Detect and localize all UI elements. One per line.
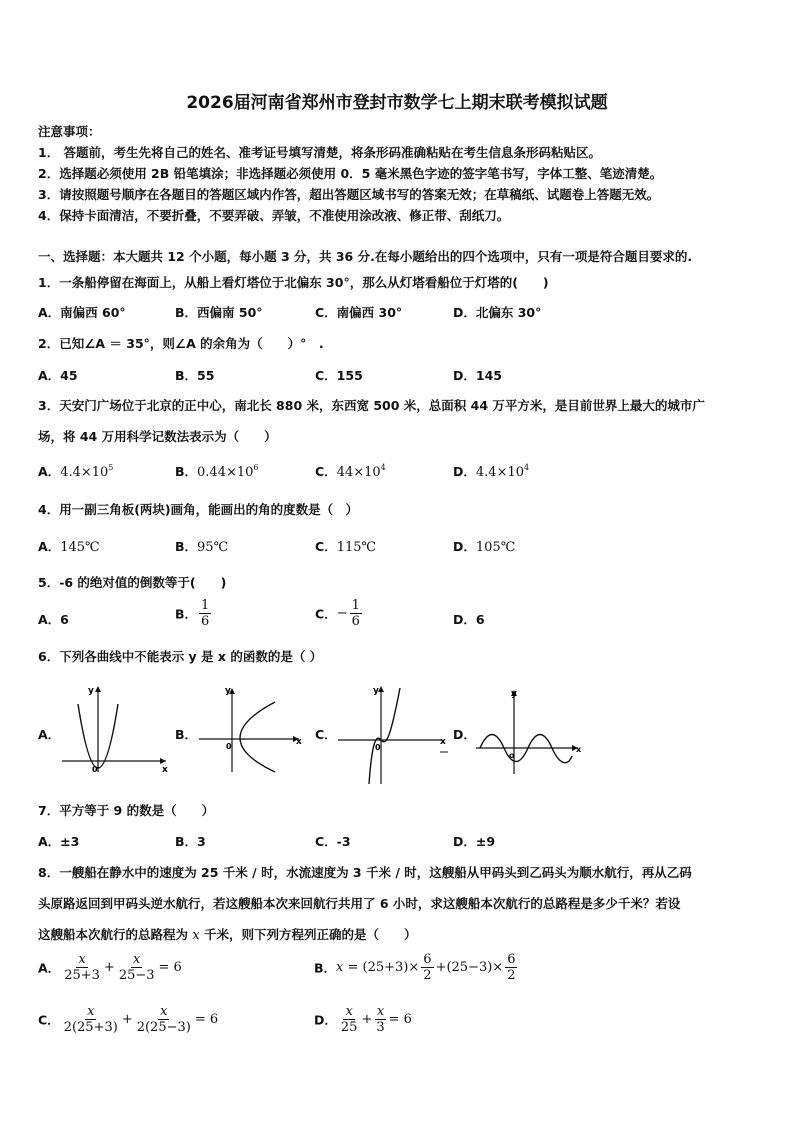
question-2-stem: 2．已知∠A ＝ 35°，则∠A 的余角为（ ）° . bbox=[38, 336, 324, 351]
q2-option-a: A．45 bbox=[38, 368, 78, 383]
graph-a-parabola bbox=[58, 682, 172, 776]
graph-d-sine-wave bbox=[474, 682, 584, 776]
q2-option-d: D．145 bbox=[453, 368, 502, 383]
q4-option-b: B．95℃ bbox=[175, 539, 229, 555]
question-7-stem: 7．平方等于 9 的数是（ ） bbox=[38, 803, 215, 818]
fraction: $\frac{x}{2(25+3)}$ bbox=[63, 1004, 118, 1035]
q1-option-d: D．北偏东 30° bbox=[453, 305, 542, 320]
origin-label: 0 bbox=[375, 743, 381, 752]
axis-y-label: y bbox=[511, 689, 517, 699]
notice-item: 3．请按照题号顺序在各题目的答题区域内作答，超出答题区域书写的答案无效；在草稿纸、试题卷上答题无效。 bbox=[38, 187, 660, 202]
fraction: $\frac{x}{25+3}$ bbox=[64, 952, 100, 983]
origin-label: 0 bbox=[92, 765, 98, 774]
q7-option-a: A．±3 bbox=[38, 834, 80, 849]
q1-option-b: B．西偏南 50° bbox=[175, 305, 263, 320]
q3-option-a: A．$4.4\times 10^5$ bbox=[38, 463, 114, 480]
axis-x-label: x bbox=[162, 765, 168, 775]
q4-option-c: C．115℃ bbox=[315, 539, 377, 555]
q6-option-d: D． bbox=[453, 727, 476, 742]
q7-option-b: B．3 bbox=[175, 834, 206, 849]
q7-option-c: C．-3 bbox=[315, 834, 351, 849]
q8-option-c: C． $\frac{x}{2(25+3)}$ + $\frac{x}{2(25-3)}$ = 6 bbox=[38, 1004, 219, 1035]
page-title: 2026届河南省郑州市登封市数学七上期末联考模拟试题 bbox=[186, 93, 608, 113]
question-1-stem: 1．一条船停留在海面上，从船上看灯塔位于北偏东 30°，那么从灯塔看船位于灯塔的( ) bbox=[38, 275, 549, 290]
fraction: $\frac{1}{6}$ bbox=[351, 598, 360, 629]
fraction: $\frac{6}{2}$ bbox=[423, 952, 432, 983]
q3-option-b: B．$0.44\times 10^6$ bbox=[175, 463, 259, 480]
q5-option-b: B． $\frac{1}{6}$ bbox=[175, 598, 210, 629]
q6-option-c: C． bbox=[315, 727, 337, 742]
fraction: $\frac{6}{2}$ bbox=[507, 952, 516, 983]
q8-option-a: A． $\frac{x}{25+3}$ + $\frac{x}{25-3}$ = 6 bbox=[38, 952, 182, 983]
q1-option-c: C．南偏西 30° bbox=[315, 305, 403, 320]
fraction: $\frac{x}{2(25-3)}$ bbox=[136, 1004, 191, 1035]
q3-option-c: C．$44\times 10^4$ bbox=[315, 463, 386, 480]
graph-c-cubic bbox=[336, 682, 452, 786]
question-8-stem: 8．一艘船在静水中的速度为 25 千米 / 时，水流速度为 3 千米 / 时，这艘船从甲码头到乙码头为顺水航行，再从乙码 bbox=[38, 865, 692, 880]
q4-option-d: D．105℃ bbox=[453, 539, 516, 555]
axis-y-label: y bbox=[225, 686, 231, 696]
fraction: $\frac{1}{6}$ bbox=[201, 598, 210, 629]
q5-option-a: A．6 bbox=[38, 612, 69, 627]
fraction: $\frac{x}{25-3}$ bbox=[118, 952, 155, 983]
q3-option-d: D．$4.4\times 10^4$ bbox=[453, 463, 530, 480]
q5-option-d: D．6 bbox=[453, 612, 485, 627]
axis-x-label: x bbox=[296, 737, 302, 747]
axis-x-label: x bbox=[440, 737, 446, 747]
q1-option-a: A．南偏西 60° bbox=[38, 305, 126, 320]
q8-option-b: B．x = (25+3)× $\frac{6}{2}$ +(25−3)× $\frac{6}{2}$ bbox=[314, 952, 516, 983]
question-3-stem-cont: 场，将 44 万用科学记数法表示为（ ） bbox=[38, 429, 277, 444]
q6-option-b: B． bbox=[175, 727, 198, 742]
notice-item: 1． 答题前，考生先将自己的姓名、准考证号填写清楚，将条形码准确粘贴在考生信息条形码粘贴区。 bbox=[38, 145, 602, 160]
q2-option-c: C．155 bbox=[315, 368, 363, 383]
origin-label: o bbox=[509, 751, 515, 760]
notice-item: 2．选择题必须使用 2B 铅笔填涂；非选择题必须使用 0．5 毫米黑色字迹的签字笔书写，字体工整、笔迹清楚。 bbox=[38, 166, 663, 181]
question-5-stem: 5．-6 的绝对值的倒数等于( ) bbox=[38, 575, 227, 590]
origin-label: 0 bbox=[226, 742, 232, 751]
question-4-stem: 4．用一副三角板(两块)画角，能画出的角的度数是（ ） bbox=[38, 502, 359, 517]
notice-item: 4．保持卡面清洁，不要折叠，不要弄破、弄皱，不准使用涂改液、修正带、刮纸刀。 bbox=[38, 208, 510, 223]
q5-option-c: C．− $\frac{1}{6}$ bbox=[315, 598, 360, 629]
section-heading: 一、选择题：本大题共 12 个小题，每小题 3 分，共 36 分.在每小题给出的四个选项中，只有一项是符合题目要求的. bbox=[38, 249, 693, 264]
fraction: $\frac{x}{3}$ bbox=[376, 1004, 385, 1035]
q8-option-d: D． $\frac{x}{25}$ + $\frac{x}{3}$ = 6 bbox=[314, 1004, 412, 1035]
q7-option-d: D．±9 bbox=[453, 834, 496, 849]
axis-x-label: x bbox=[576, 745, 582, 754]
axis-y-label: y bbox=[373, 686, 379, 696]
question-3-stem: 3．天安门广场位于北京的正中心，南北长 880 米，东西宽 500 米，总面积 44 万平方米，是目前世界上最大的城市广 bbox=[38, 398, 705, 413]
question-6-stem: 6．下列各曲线中不能表示 y 是 x 的函数的是（ ） bbox=[38, 649, 323, 664]
q2-option-b: B．55 bbox=[175, 368, 215, 383]
graph-b-sideways-parabola bbox=[195, 682, 307, 776]
q4-option-a: A．145℃ bbox=[38, 539, 100, 555]
axis-y-label: y bbox=[88, 686, 94, 696]
question-8-stem-cont: 头原路返回到甲码头逆水航行，若这艘船本次来回航行共用了 6 小时，求这艘船本次航行的总路程是多少千米？若设 bbox=[38, 896, 681, 911]
q6-option-a: A． bbox=[38, 727, 61, 742]
fraction: $\frac{x}{25}$ bbox=[340, 1004, 358, 1035]
question-8-stem-cont: 这艘船本次航行的总路程为 x 千米，则下列方程列正确的是（ ） bbox=[38, 927, 417, 943]
notice-heading: 注意事项： bbox=[38, 124, 101, 139]
